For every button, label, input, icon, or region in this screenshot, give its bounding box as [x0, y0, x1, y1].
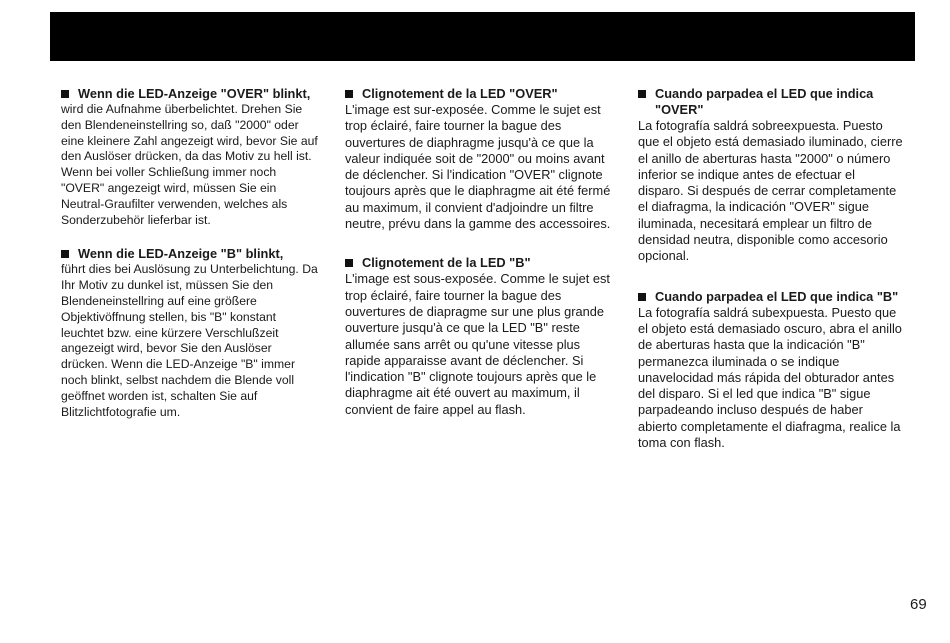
french-heading-b-text: Clignotement de la LED "B" — [362, 255, 531, 271]
french-heading-over — [345, 86, 617, 102]
german-heading-over-text: Wenn die LED-Anzeige "OVER" blinkt, — [78, 86, 311, 101]
page-number: 69 — [910, 596, 927, 613]
square-bullet-icon — [61, 250, 69, 258]
square-bullet-icon — [345, 90, 353, 98]
french-heading-b — [345, 255, 617, 271]
spanish-body-b: La fotografía saldrá subexpuesta. Puesto que el objeto está demasiado oscuro, abra el anillo de aberturas hasta que la indicación "B" permanezca iluminada o se indique unavelocidad más rápida del obturador antes del disparo. Si el led que indica "B" sigue parpadeando incluso después de haber abierto completamente el diafragma, realice la toma con flash. — [638, 304, 902, 451]
german-heading-b-text: Wenn die LED-Anzeige "B" blinkt, — [78, 246, 284, 262]
square-bullet-icon — [638, 90, 646, 98]
header-bar — [50, 12, 915, 61]
spanish-heading-b-text: Cuando parpadea el LED que indica "B" — [655, 288, 899, 304]
square-bullet-icon — [61, 90, 69, 98]
spanish-heading-b — [638, 289, 903, 305]
french-body-over: L'image est sur-exposée. Comme le sujet est trop éclairé, faire tourner la bague des ouvertures de diaphragme jusqu'à ce que la valeur indiquée soit de "2000" ou moins avant de déclencher. Si l'indication "OVER" clignote toujours après que le diaphragme ait été fermé au maximum, il convient d'adjoindre un filtre neutre, prévu dans la gamme des accessoires. — [345, 102, 611, 232]
german-body-b: führt dies bei Auslösung zu Unterbelichtung. Da Ihr Motiv zu dunkel ist, müssen Sie den Blendeneinstellring auf eine größere Objektivöffnung stellen, bis "B" konstant leuchtet bzw. eine kürzere Verschlußzeit angezeigt wird, bevor Sie den Auslöser drücken. Wenn die LED-Anzeige "B" immer noch blinkt, selbst nachdem die Blende voll geöffnet worden ist, schalten Sie auf Blitzlichtfotografie um. — [61, 262, 318, 419]
french-body-b: L'image est sous-exposée. Comme le sujet est trop éclairé, faire tourner la bague des ouvertures de diapragme sur une plus grande ouverture jusqu'à ce que la LED "B" reste allumée sans arrêt ou qu'une vitesse plus rapide apparaisse avant de déclencher. Si l'indication "B" clignote toujours après que le diaphragme ait été ouvert au maximum, il convient de faire appel au flash. — [345, 271, 610, 417]
spanish-heading-over — [638, 86, 903, 118]
french-column — [345, 86, 617, 418]
french-heading-over-text: Clignotement de la LED "OVER" — [362, 86, 558, 101]
german-heading-over — [61, 86, 319, 102]
spanish-column — [638, 86, 903, 451]
spanish-body-over: La fotografía saldrá sobreexpuesta. Puesto que el objeto está demasiado iluminado, cierre el anillo de aberturas hasta "2000" o número inferior se indique antes de efectuar el disparo. Si después de cerrar completamente el diafragma, la indicación "OVER" sigue iluminada, necesitará emplear un filtro de densidad neutra, disponible como accesorio opcional. — [638, 118, 903, 264]
german-column — [61, 86, 319, 420]
german-heading-b — [61, 246, 319, 262]
square-bullet-icon — [345, 259, 353, 267]
square-bullet-icon — [638, 293, 646, 301]
spanish-heading-over-text: Cuando parpadea el LED que indica "OVER" — [655, 86, 874, 117]
german-body-over: wird die Aufnahme überbelichtet. Drehen Sie den Blendeneinstellring so, daß "2000" oder eine kleinere Zahl angezeigt wird, bevor Sie auf den Auslöser drücken, da das Motiv zu hell ist. Wenn bei voller Schließung immer noch "OVER" angezeigt wird, müssen Sie ein Neutral-Graufilter verwenden, welches als Sonderzubehör lieferbar ist. — [61, 102, 318, 227]
